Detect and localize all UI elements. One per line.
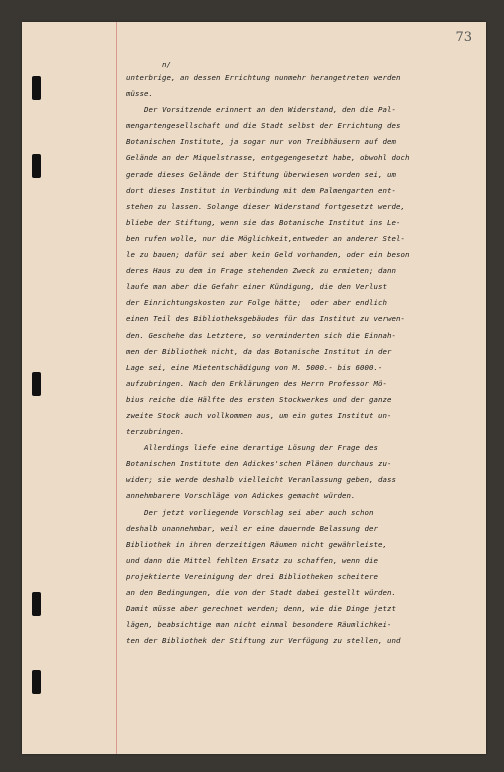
text-line: einen Teil des Bibliotheksgebäudes für das Institut zu verwen- bbox=[126, 314, 405, 324]
text-line: laufe man aber die Gefahr einer Kündigung, die den Verlust bbox=[126, 282, 387, 292]
text-line: dort dieses Institut in Verbindung mit dem Palmengarten ent- bbox=[126, 185, 396, 195]
text-line: und dann die Mittel fehlten Ersatz zu schaffen, wenn die bbox=[126, 555, 378, 565]
punch-hole bbox=[32, 76, 41, 100]
text-line: ten der Bibliothek der Stiftung zur Verfügung zu stellen, und bbox=[126, 636, 401, 646]
punch-hole bbox=[32, 372, 41, 396]
text-line: gerade dieses Gelände der Stiftung überwiesen worden sei, um bbox=[126, 169, 396, 179]
text-line: ben rufen wolle, nur die Möglichkeit,entweder an anderer Stel- bbox=[126, 233, 405, 243]
text-line: annehmbarere Vorschläge von Adickes gemacht würden. bbox=[126, 491, 356, 501]
document-page bbox=[22, 22, 486, 754]
text-line: an den Bedingungen, die von der Stadt dabei gestellt würden. bbox=[126, 588, 396, 597]
typed-text-body bbox=[126, 70, 464, 649]
text-line: wider; sie werde deshalb vielleicht Veranlassung geben, dass bbox=[126, 475, 396, 485]
text-line: müsse. bbox=[126, 89, 153, 99]
margin-line bbox=[116, 22, 117, 754]
text-line: Bibliothek in ihren derzeitigen Räumen nicht gewährleiste, bbox=[126, 539, 387, 549]
text-line: aufzubringen. Nach den Erklärungen des Herrn Professor Mö- bbox=[126, 378, 387, 388]
handwritten-insertion: n/ bbox=[162, 60, 171, 69]
punch-hole bbox=[32, 154, 41, 178]
text-line: terzubringen. bbox=[126, 427, 185, 437]
text-line: Der jetzt vorliegende Vorschlag sei aber auch schon bbox=[126, 507, 374, 517]
text-line: der Einrichtungskosten zur Folge hätte; oder aber endlich bbox=[126, 298, 387, 308]
text-line: Damit müsse aber gerechnet werden; denn, wie die Dinge jetzt bbox=[126, 604, 396, 614]
text-line: stehen zu lassen. Solange dieser Widerstand fortgesetzt werde, bbox=[126, 201, 405, 211]
page-number: 73 bbox=[455, 30, 472, 45]
text-line: lägen, beabsichtige man nicht einmal besondere Räumlichkei- bbox=[126, 620, 392, 630]
text-line: Allerdings liefe eine derartige Lösung der Frage des bbox=[126, 443, 378, 453]
text-line: bius reiche die Hälfte des ersten Stockwerkes und der ganze bbox=[126, 394, 392, 404]
text-line: men der Bibliothek nicht, da das Botanische Institut in der bbox=[126, 346, 392, 356]
text-line: den. Geschehe das Letztere, so verminderten sich die Einnah- bbox=[126, 330, 396, 340]
text-line: le zu bauen; dafür sei aber kein Geld vorhanden, oder ein beson bbox=[126, 250, 410, 260]
punch-hole bbox=[32, 592, 41, 616]
text-line: Botanischen Institute, ja sogar nur von Treibhäusern auf dem bbox=[126, 137, 396, 147]
text-line: projektierte Vereinigung der drei Bibliotheken scheitere bbox=[126, 571, 378, 581]
punch-hole bbox=[32, 670, 41, 694]
text-line: unterbrige, an dessen Errichtung nunmehr herangetreten werden bbox=[126, 73, 401, 82]
text-line: Lage sei, eine Mietentschädigung von M. 5000.- bis 6000.- bbox=[126, 362, 383, 372]
text-line: deshalb unannehmbar, weil er eine dauernde Belassung der bbox=[126, 523, 378, 533]
text-line: zweite Stock auch vollkommen aus, um ein gutes Institut un- bbox=[126, 410, 392, 420]
text-line: bliebe der Stiftung, wenn sie das Botanische Institut ins Le- bbox=[126, 217, 401, 227]
text-line: Botanischen Institute den Adickes'schen Plänen durchaus zu- bbox=[126, 459, 392, 469]
text-line: Der Vorsitzende erinnert an den Widerstand, den die Pal- bbox=[126, 105, 396, 115]
text-line: Gelände an der Miquelstrasse, entgegengesetzt habe, obwohl doch bbox=[126, 153, 410, 163]
text-line: mengartengesellschaft und die Stadt selbst der Errichtung des bbox=[126, 121, 401, 131]
text-line: deres Haus zu dem in Frage stehenden Zweck zu ermieten; dann bbox=[126, 266, 396, 276]
